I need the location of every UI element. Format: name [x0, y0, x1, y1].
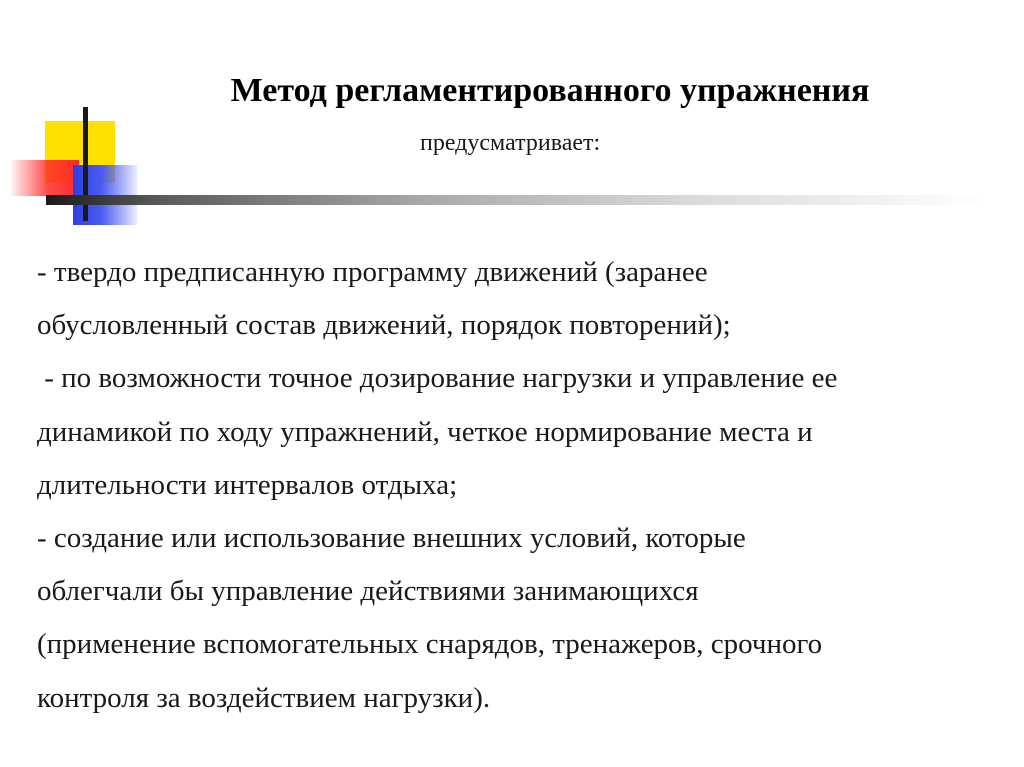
body-line: облегчали бы управление действиями занимающихся [37, 575, 699, 608]
slide-body [37, 246, 997, 725]
body-line: обусловленный состав движений, порядок повторений); [37, 309, 731, 342]
decorative-horizontal-rule [46, 195, 986, 205]
slide-subtitle: предусматривает: [420, 130, 601, 156]
body-line: контроля за воздействием нагрузки). [37, 681, 491, 714]
body-line: динамикой по ходу упражнений, четкое нормирование места и [37, 415, 813, 448]
body-line: длительности интервалов отдыха; [37, 468, 458, 501]
decorative-red-gradient-bar [11, 160, 79, 196]
body-line: - по возможности точное дозирование нагрузки и управление ее [37, 362, 838, 395]
body-line: - твердо предписанную программу движений (заранее [37, 256, 708, 288]
body-line: (применение вспомогательных снарядов, тренажеров, срочного [37, 628, 823, 661]
body-line: - создание или использование внешних условий, которые [37, 522, 746, 555]
slide-title: Метод регламентированного упражнения [230, 72, 870, 109]
